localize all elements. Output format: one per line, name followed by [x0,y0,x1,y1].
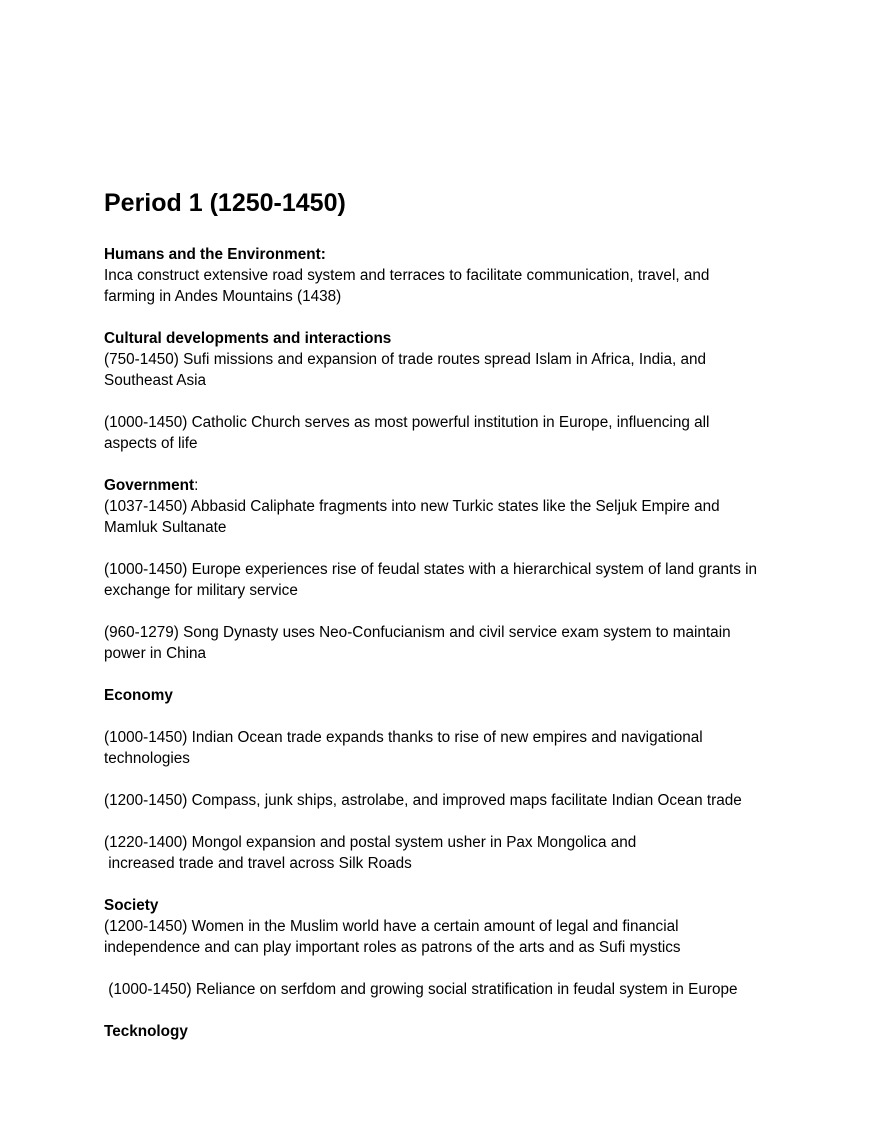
section-cultural [104,328,784,454]
entry: (1037-1450) Abbasid Caliphate fragments into new Turkic states like the Seljuk Empire and Mamluk Sultanate [104,498,720,536]
entry: (1000-1450) Catholic Church serves as most powerful institution in Europe, influencing all aspects of life [104,414,710,452]
section-heading-colon: : [194,477,199,494]
section-government [104,475,784,664]
section-society [104,895,784,1000]
section-technology [104,1021,784,1042]
entry: (1000-1450) Europe experiences rise of feudal states with a hierarchical system of land grants in exchange for military service [104,561,758,599]
section-heading [104,475,784,496]
section-heading-text: Government [104,477,195,494]
entry: (1200-1450) Women in the Muslim world have a certain amount of legal and financial independence and can play important roles as patrons of the arts and as Sufi mystics [104,918,681,956]
entry: (1220-1400) Mongol expansion and postal system usher in Pax Mongolica and [104,834,637,851]
section-heading: Society [104,897,159,914]
entry: Inca construct extensive road system and terraces to facilitate communication, travel, and farming in Andes Mountains (1438) [104,267,710,305]
entry: (1000-1450) Indian Ocean trade expands thanks to rise of new empires and navigational technologies [104,729,703,767]
section-heading: Humans and the Environment: [104,246,326,263]
section-heading: Cultural developments and interactions [104,330,392,347]
document-page [104,186,784,1042]
section-environment [104,244,784,307]
entry: (1200-1450) Compass, junk ships, astrolabe, and improved maps facilitate Indian Ocean trade [104,792,742,809]
page-title: Period 1 (1250-1450) [104,189,346,217]
section-economy [104,685,784,874]
entry: increased trade and travel across Silk Roads [104,855,412,872]
entry: (750-1450) Sufi missions and expansion of trade routes spread Islam in Africa, India, and Southeast Asia [104,351,707,389]
entry: (1000-1450) Reliance on serfdom and growing social stratification in feudal system in Europe [104,981,738,998]
entry: (960-1279) Song Dynasty uses Neo-Confucianism and civil service exam system to maintain power in China [104,624,731,662]
section-heading: Economy [104,687,173,704]
section-heading: Teсknology [104,1023,188,1040]
